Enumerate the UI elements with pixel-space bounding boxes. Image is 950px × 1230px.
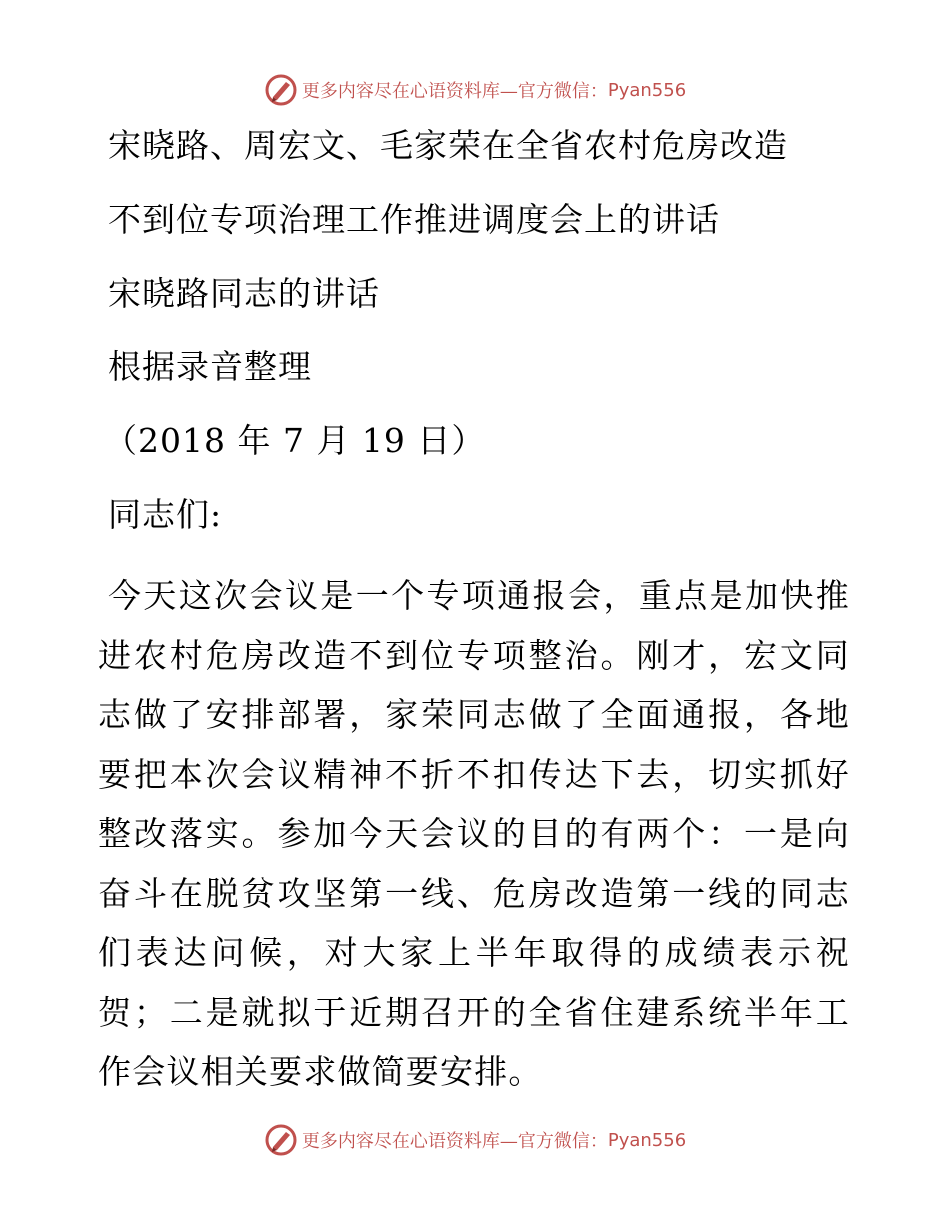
transcript-note: 根据录音整理 (108, 347, 312, 386)
banner-text: 更多内容尽在心语资料库—官方微信： (301, 81, 608, 102)
brand-logo-icon (264, 1123, 298, 1157)
banner-text: 更多内容尽在心语资料库—官方微信： (301, 1131, 608, 1152)
salutation: 同志们: (108, 495, 223, 534)
header-banner (0, 70, 950, 110)
banner-wechat-id: Pyan556 (607, 1129, 687, 1151)
body-paragraph: 今天这次会议是一个专项通报会，重点是加快推进农村危房改造不到位专项整治。刚才，宏文同志做了安排部署，家荣同志做了全面通报，各地要把本次会议精神不折不扣传达下去，切实抓好整改落实。参加今天会议的目的有两个：一是向奋斗在脱贫攻坚第一线、危房改造第一线的同志们表达问候，对大家上半年取得的成绩表示祝贺；二是就拟于近期召开的全省住建系统半年工作会议相关要求做简要安排。 (98, 576, 850, 1091)
speaker-line: 宋晓路同志的讲话 (108, 274, 380, 313)
document-title-line-2: 不到位专项治理工作推进调度会上的讲话 (108, 200, 720, 239)
document-title-line-1: 宋晓路、周宏文、毛家荣在全省农村危房改造 (108, 126, 788, 165)
document-date: （2018 年 7 月 19 日） (104, 421, 486, 460)
banner-wechat-id: Pyan556 (607, 79, 687, 101)
footer-banner (0, 1120, 950, 1160)
brand-logo-icon (264, 73, 298, 107)
